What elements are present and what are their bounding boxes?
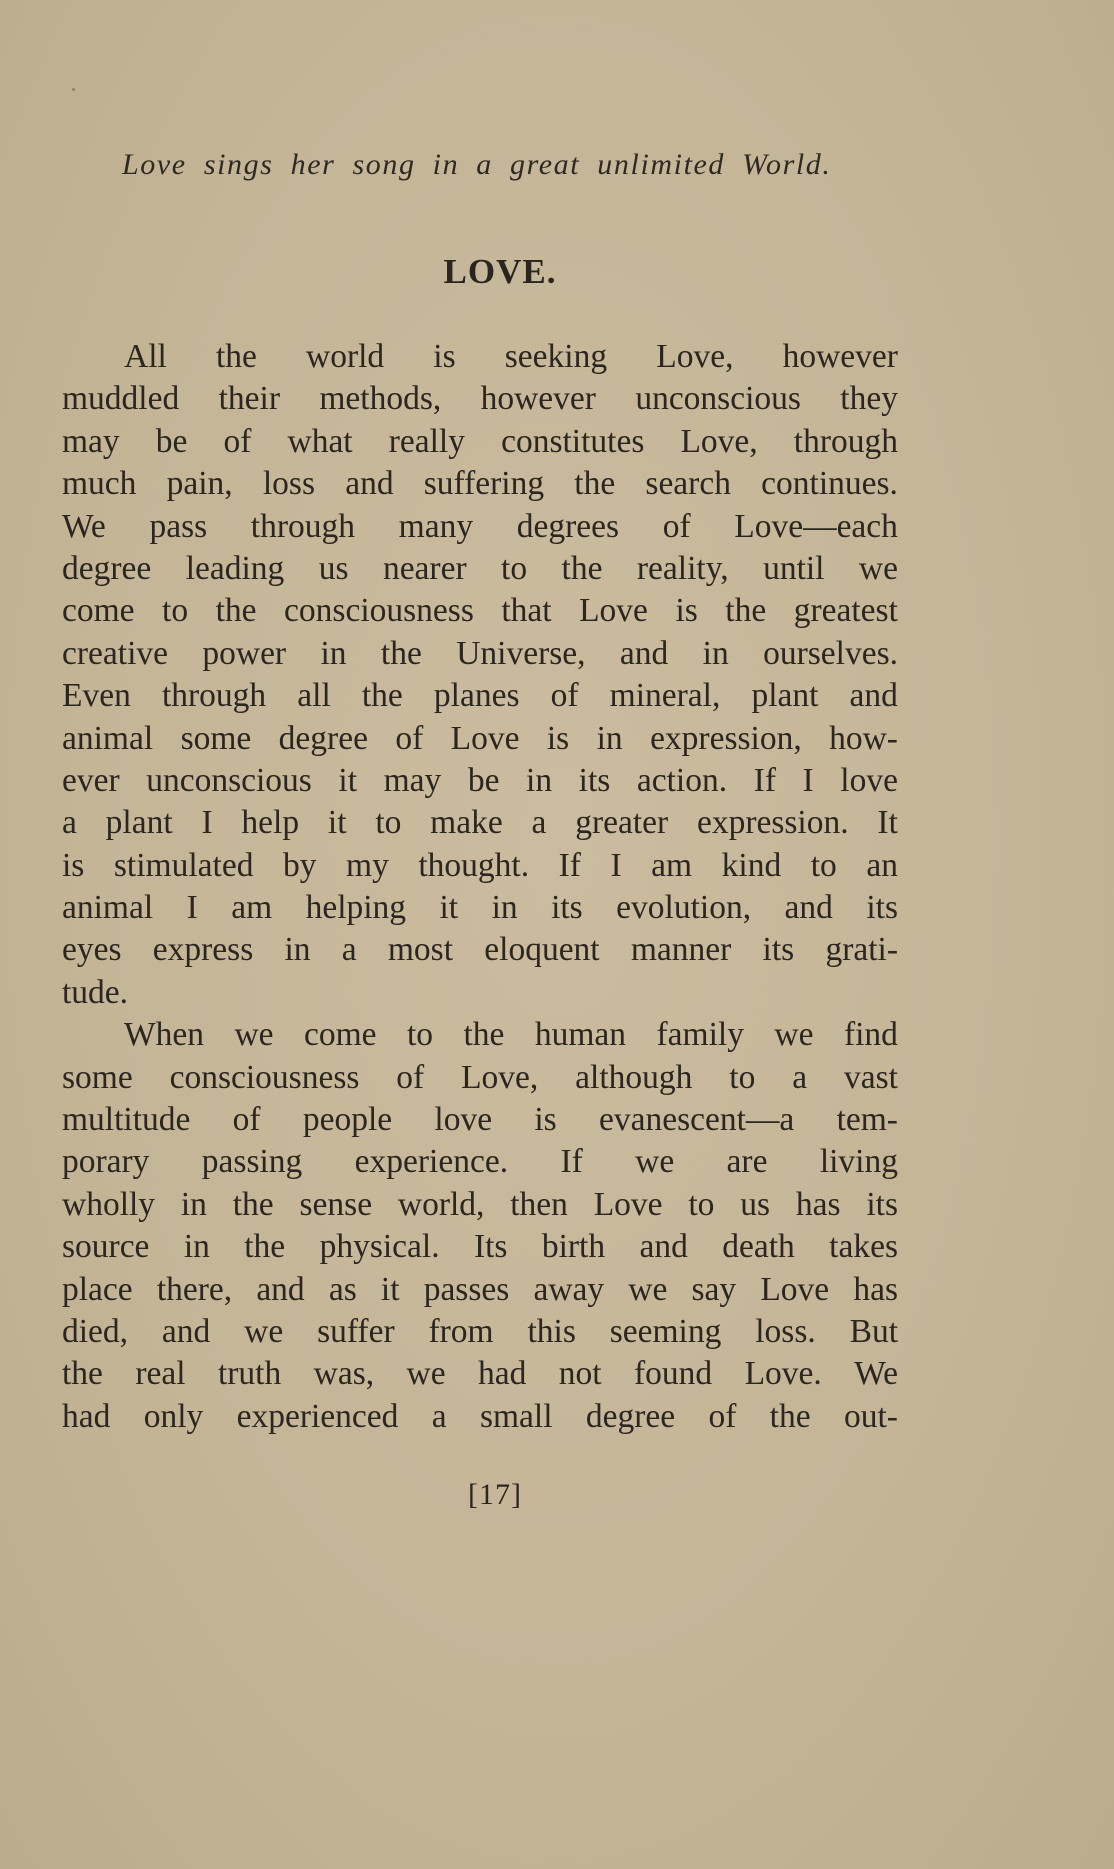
- word: has: [853, 1270, 898, 1308]
- word: its: [551, 889, 583, 927]
- word: there,: [156, 1270, 233, 1308]
- word: and: [345, 465, 394, 503]
- word: a: [62, 804, 77, 842]
- word: the: [361, 677, 403, 715]
- word: tude.: [62, 973, 129, 1011]
- word: not: [558, 1355, 602, 1393]
- word: continues.: [761, 465, 898, 503]
- word: some: [180, 719, 252, 757]
- word: seeming: [609, 1312, 722, 1350]
- word: make: [430, 804, 503, 842]
- word: planes: [433, 677, 520, 715]
- word: all: [297, 677, 331, 715]
- word: I: [802, 761, 814, 799]
- word: degree: [62, 549, 152, 587]
- word: we: [858, 549, 898, 587]
- word: to: [688, 1185, 715, 1223]
- word: multitude: [62, 1101, 191, 1139]
- word: But: [849, 1312, 898, 1350]
- word: consciousness: [284, 592, 474, 630]
- word: stimulated: [113, 846, 254, 884]
- word: a: [341, 931, 357, 969]
- word: by: [282, 846, 317, 884]
- word: methods,: [319, 380, 442, 418]
- word: we: [774, 1016, 814, 1054]
- word: tem-: [836, 1101, 898, 1139]
- word: Love: [760, 1270, 830, 1308]
- word: consciousness: [169, 1058, 360, 1096]
- word: are: [726, 1143, 768, 1181]
- word: we: [628, 1270, 668, 1308]
- word: be: [155, 422, 188, 460]
- word: expression,: [650, 719, 802, 757]
- word: expression.: [696, 804, 849, 842]
- text-line: [62, 972, 898, 1014]
- word: unconscious: [635, 380, 801, 418]
- text-line: [62, 633, 898, 675]
- word: loss.: [755, 1312, 816, 1350]
- word: is: [675, 592, 698, 630]
- word: of: [708, 1397, 737, 1435]
- word: we: [244, 1312, 284, 1350]
- word: passing: [201, 1143, 303, 1181]
- word: people: [302, 1101, 393, 1139]
- word: its: [578, 761, 611, 799]
- word: in: [320, 634, 347, 672]
- word: ever: [62, 761, 120, 799]
- word: the: [769, 1397, 811, 1435]
- word: of: [223, 422, 252, 460]
- word: come: [303, 1016, 377, 1054]
- word: ourselves.: [763, 634, 898, 672]
- word: eyes: [62, 931, 122, 969]
- word: Even: [62, 677, 131, 715]
- word: human: [534, 1016, 627, 1054]
- text-line: [62, 887, 898, 929]
- word: its: [866, 1185, 898, 1223]
- word: the: [380, 634, 422, 672]
- word: physical.: [319, 1228, 440, 1266]
- word: it: [439, 889, 459, 927]
- word: we: [234, 1016, 274, 1054]
- text-line: [62, 336, 898, 378]
- word: in: [284, 931, 311, 969]
- paper-speck: [72, 88, 75, 91]
- word: creative: [62, 634, 168, 672]
- word: through: [250, 507, 356, 545]
- word: degrees: [516, 507, 620, 545]
- word: It: [877, 804, 898, 842]
- word: If: [753, 761, 776, 799]
- word: greater: [575, 804, 669, 842]
- text-line: [62, 802, 898, 844]
- word: vast: [843, 1058, 898, 1096]
- word: was,: [313, 1355, 375, 1393]
- word: the: [232, 1185, 274, 1223]
- word: plant: [751, 677, 819, 715]
- word: animal: [62, 719, 154, 757]
- word: We: [62, 507, 106, 545]
- word: we: [406, 1355, 446, 1393]
- word: of: [232, 1101, 261, 1139]
- text-line: [62, 760, 898, 802]
- word: be: [467, 761, 500, 799]
- word: through: [161, 677, 267, 715]
- word: of: [550, 677, 579, 715]
- word: I: [201, 804, 213, 842]
- word: nearer: [382, 549, 467, 587]
- word: the: [725, 592, 767, 630]
- text-line: [62, 506, 898, 548]
- word: an: [866, 846, 898, 884]
- word: porary: [62, 1143, 150, 1181]
- word: seeking: [504, 338, 608, 375]
- word: Love,: [680, 422, 758, 460]
- word: much: [62, 465, 137, 503]
- word: death: [722, 1228, 795, 1266]
- word: and: [784, 889, 833, 927]
- word: degree: [585, 1397, 676, 1435]
- word: Love: [450, 719, 520, 757]
- word: is: [62, 846, 85, 884]
- chapter-title: LOVE.: [443, 252, 557, 291]
- word: degree: [278, 719, 368, 757]
- word: suffer: [317, 1312, 395, 1350]
- word: died,: [62, 1312, 129, 1350]
- text-line: [62, 1226, 898, 1268]
- word: may: [62, 422, 120, 460]
- word: family: [656, 1016, 744, 1054]
- word: If: [558, 846, 581, 884]
- text-line: [62, 929, 898, 971]
- word: in: [183, 1228, 210, 1266]
- word: place: [62, 1270, 133, 1308]
- text-line: [62, 1184, 898, 1226]
- text-line: [62, 845, 898, 887]
- word: us: [318, 549, 349, 587]
- word: experienced: [236, 1397, 399, 1435]
- text-line: [62, 675, 898, 717]
- word: come: [62, 592, 135, 630]
- word: of: [395, 719, 424, 757]
- word: sense: [299, 1185, 373, 1223]
- word: leading: [185, 549, 285, 587]
- word: plant: [105, 804, 173, 842]
- word: its: [866, 889, 898, 927]
- word: it: [327, 804, 347, 842]
- word: some: [62, 1058, 133, 1096]
- word: may: [383, 761, 442, 799]
- word: real: [135, 1355, 186, 1393]
- word: power: [202, 634, 287, 672]
- text-line: [62, 463, 898, 505]
- word: manner: [630, 931, 732, 969]
- word: as: [328, 1270, 357, 1308]
- text-line: [62, 1057, 898, 1099]
- word: find: [843, 1016, 898, 1054]
- word: had: [478, 1355, 527, 1393]
- word: really: [388, 422, 465, 460]
- word: the: [215, 592, 257, 630]
- word: Its: [473, 1228, 508, 1266]
- word: from: [428, 1312, 494, 1350]
- word: world,: [397, 1185, 485, 1223]
- word: to: [729, 1058, 756, 1096]
- word: thought.: [418, 846, 530, 884]
- word: most: [387, 931, 454, 969]
- word: eloquent: [484, 931, 600, 969]
- word: we: [635, 1143, 675, 1181]
- word: however: [782, 338, 898, 375]
- word: found: [634, 1355, 713, 1393]
- text-line: [62, 421, 898, 463]
- word: until: [763, 549, 825, 587]
- word: Love: [579, 592, 648, 630]
- word: reality,: [636, 549, 729, 587]
- word: When: [124, 1016, 204, 1054]
- word: their: [218, 380, 280, 418]
- word: to: [406, 1016, 434, 1054]
- word: how-: [829, 719, 898, 757]
- word: however: [480, 380, 596, 418]
- word: and: [639, 1228, 688, 1266]
- word: is: [433, 338, 456, 375]
- word: its: [762, 931, 795, 969]
- word: action.: [636, 761, 728, 799]
- word: this: [527, 1312, 576, 1350]
- word: living: [819, 1143, 898, 1181]
- word: If: [560, 1143, 583, 1181]
- word: the: [574, 465, 616, 503]
- text-line: [62, 1353, 898, 1395]
- text-line: [62, 1269, 898, 1311]
- word: passes: [423, 1270, 510, 1308]
- word: pass: [149, 507, 208, 545]
- word: animal: [62, 889, 154, 927]
- word: experience.: [354, 1143, 509, 1181]
- word: through: [793, 422, 898, 460]
- word: kind: [721, 846, 782, 884]
- word: I: [610, 846, 622, 884]
- text-line: [62, 718, 898, 760]
- text-line: [62, 1311, 898, 1353]
- word: although: [575, 1058, 693, 1096]
- word: they: [840, 380, 898, 418]
- word: Love.: [744, 1355, 822, 1393]
- word: source: [62, 1228, 150, 1266]
- word: the: [244, 1228, 286, 1266]
- word: it: [380, 1270, 400, 1308]
- body-text: [62, 336, 898, 1438]
- word: constitutes: [501, 422, 645, 460]
- word: takes: [829, 1228, 898, 1266]
- page-number: [17]: [468, 1478, 522, 1511]
- word: Universe,: [456, 634, 586, 672]
- word: the: [215, 338, 257, 375]
- word: and: [849, 677, 898, 715]
- word: world: [306, 338, 385, 375]
- word: Love—each: [734, 507, 898, 545]
- word: in: [491, 889, 518, 927]
- word: a: [792, 1058, 808, 1096]
- word: then: [510, 1185, 568, 1223]
- word: love: [434, 1101, 493, 1139]
- word: many: [398, 507, 474, 545]
- word: has: [795, 1185, 841, 1223]
- word: away: [533, 1270, 605, 1308]
- word: wholly: [62, 1185, 156, 1223]
- word: the: [62, 1355, 103, 1393]
- epigraph: Love sings her song in a great unlimited World.: [122, 148, 832, 181]
- word: to: [810, 846, 837, 884]
- word: is: [534, 1101, 557, 1139]
- word: unconscious: [146, 761, 312, 799]
- word: I: [186, 889, 198, 927]
- word: a: [531, 804, 547, 842]
- word: and: [161, 1312, 211, 1350]
- word: greatest: [793, 592, 898, 630]
- word: small: [479, 1397, 553, 1435]
- word: my: [346, 846, 389, 884]
- word: to: [162, 592, 189, 630]
- word: the: [463, 1016, 505, 1054]
- word: of: [662, 507, 691, 545]
- word: search: [645, 465, 731, 503]
- word: the: [561, 549, 603, 587]
- word: birth: [541, 1228, 606, 1266]
- word: Love,: [461, 1058, 539, 1096]
- text-line: [62, 378, 898, 420]
- word: to: [501, 549, 528, 587]
- word: help: [241, 804, 300, 842]
- word: in: [180, 1185, 207, 1223]
- word: us: [740, 1185, 771, 1223]
- word: is: [546, 719, 570, 757]
- word: in: [702, 634, 729, 672]
- word: what: [287, 422, 353, 460]
- word: out-: [843, 1397, 898, 1435]
- word: say: [691, 1270, 737, 1308]
- word: and: [256, 1270, 305, 1308]
- word: Love: [593, 1185, 663, 1223]
- word: had: [62, 1397, 111, 1435]
- word: that: [501, 592, 552, 630]
- word: am: [651, 846, 693, 884]
- word: evolution,: [616, 889, 752, 927]
- word: grati-: [825, 931, 898, 969]
- word: and: [619, 634, 669, 672]
- word: All: [124, 338, 167, 375]
- word: of: [396, 1058, 425, 1096]
- word: mineral,: [609, 677, 721, 715]
- word: truth: [217, 1355, 282, 1393]
- text-line: [62, 1014, 898, 1056]
- word: helping: [305, 889, 407, 927]
- word: We: [854, 1355, 898, 1393]
- word: in: [596, 719, 623, 757]
- word: to: [375, 804, 402, 842]
- word: a: [431, 1397, 447, 1435]
- text-line: [62, 1099, 898, 1141]
- word: suffering: [423, 465, 545, 503]
- word: express: [152, 931, 254, 969]
- text-line: [62, 590, 898, 632]
- text-line: [62, 1396, 898, 1438]
- text-line: [62, 1141, 898, 1183]
- word: pain,: [166, 465, 233, 503]
- text-line: [62, 548, 898, 590]
- word: loss: [262, 465, 316, 503]
- word: it: [338, 761, 358, 799]
- word: am: [231, 889, 273, 927]
- word: only: [143, 1397, 204, 1435]
- word: evanescent—a: [598, 1101, 795, 1139]
- word: in: [526, 761, 553, 799]
- word: love: [840, 761, 898, 799]
- word: Love,: [656, 338, 734, 375]
- word: muddled: [62, 380, 180, 418]
